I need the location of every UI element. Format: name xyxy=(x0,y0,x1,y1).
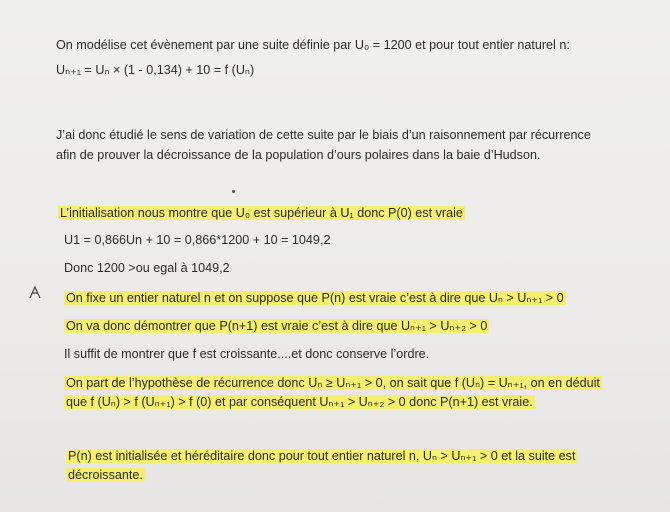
initialisation-highlight: L’initialisation nous montre que U₀ est supérieur à U₁ donc P(0) est vraie xyxy=(60,206,463,220)
heredite-goal: On va donc démontrer que P(n+1) est vraie c’est à dire que Uₙ₊₁ > Uₙ₊₂ > 0 xyxy=(66,319,488,333)
heredite-suffices: Il suffit de montrer que f est croissante....et donc conserve l’ordre. xyxy=(64,347,430,361)
cursor-mark-icon xyxy=(28,284,42,300)
initialisation-conclusion: Donc 1200 >ou egal à 1049,2 xyxy=(64,261,230,275)
conclusion-line-2 xyxy=(66,467,145,483)
heredite-deduction-line-1 xyxy=(64,375,602,391)
heredite-deduction-2: que f (Uₙ) > f (Uₙ₊₁) > f (0) et par conséquent Uₙ₊₁ > Uₙ₊₂ > 0 donc P(n+1) est vraie. xyxy=(66,395,533,409)
heredite-hypothesis: On fixe un entier naturel n et on suppose que P(n) est vraie c’est à dire que Uₙ > Uₙ₊₁ > 0 xyxy=(66,291,564,305)
paragraph-line-1: J’ai donc étudié le sens de variation de cette suite par le biais d’un raisonnement par récurrence xyxy=(56,128,591,142)
initialisation-line xyxy=(58,205,465,221)
initialisation-calc: U1 = 0,866Un + 10 = 0,866*1200 + 10 = 1049,2 xyxy=(64,233,331,247)
intro-formula: Uₙ₊₁ = Uₙ × (1 - 0,134) + 10 = f (Uₙ) xyxy=(56,63,255,77)
heredite-deduction-1: On part de l’hypothèse de récurrence donc Uₙ ≥ Uₙ₊₁ > 0, on sait que f (Uₙ) = Uₙ₊₁, on en déduit xyxy=(66,376,600,390)
heredite-deduction-line-2 xyxy=(64,394,535,410)
stray-dot xyxy=(232,190,235,193)
heredite-hypothesis-line xyxy=(64,290,566,306)
intro-line-1: On modélise cet évènement par une suite définie par U₀ = 1200 et pour tout entier naturel n: xyxy=(56,38,570,52)
paragraph-line-2: afin de prouver la décroissance de la population d’ours polaires dans la baie d’Hudson. xyxy=(56,148,541,162)
conclusion-highlight-1: P(n) est initialisée et héréditaire donc pour tout entier naturel n, Uₙ > Uₙ₊₁ > 0 et la suite est xyxy=(68,449,576,463)
conclusion-highlight-2: décroissante. xyxy=(68,468,143,482)
heredite-goal-line xyxy=(64,318,489,334)
conclusion-line-1 xyxy=(66,448,577,464)
